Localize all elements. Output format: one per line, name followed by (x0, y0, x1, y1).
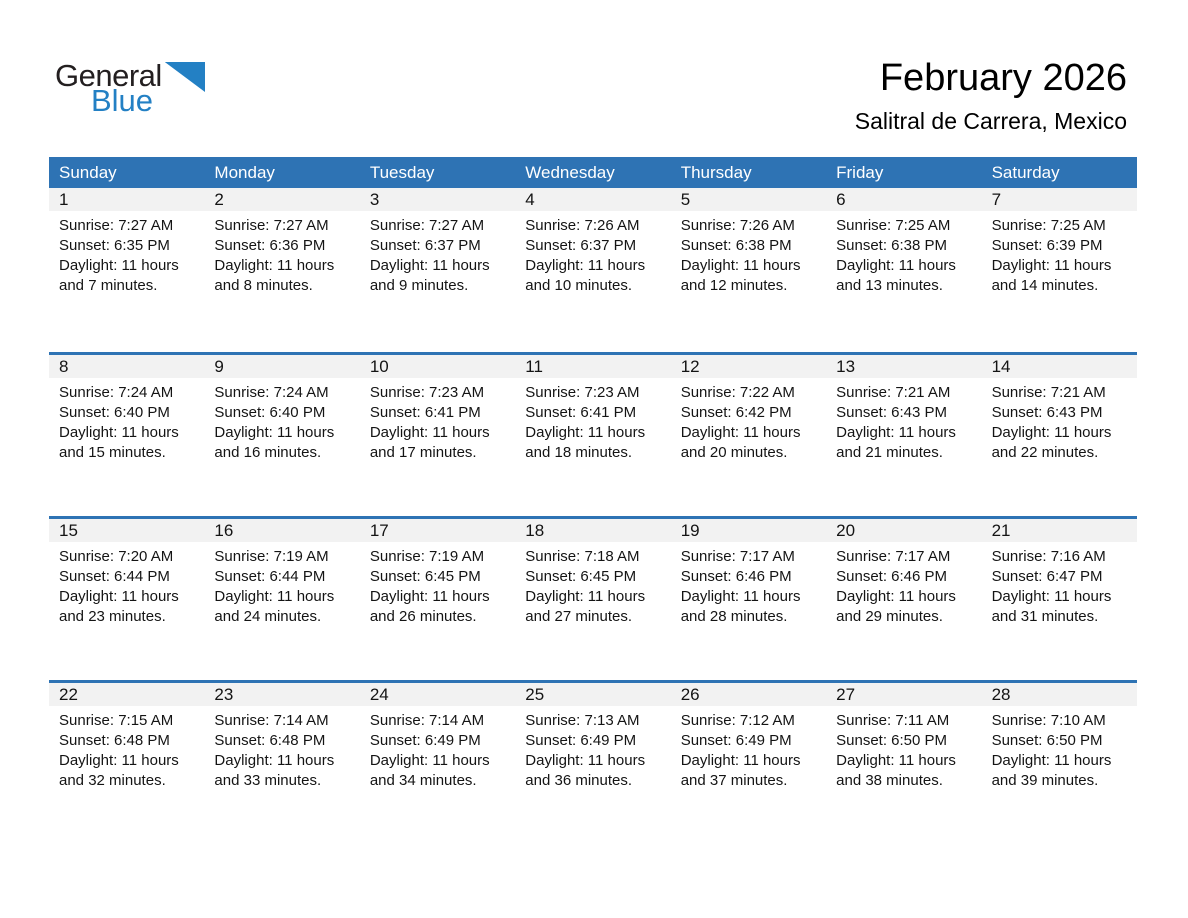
day-daylight: Daylight: 11 hours and 36 minutes. (525, 752, 646, 789)
day-daylight: Daylight: 11 hours and 14 minutes. (991, 257, 1112, 294)
day-cell-2 (204, 188, 359, 352)
day-info (982, 378, 1137, 463)
day-sunset: Sunset: 6:46 PM (836, 568, 948, 585)
weekday-header-row (49, 157, 1137, 188)
day-number: 6 (826, 188, 981, 211)
day-daylight: Daylight: 11 hours and 28 minutes. (680, 588, 801, 625)
day-info (826, 378, 981, 463)
day-sunrise: Sunrise: 7:10 AM (991, 712, 1106, 729)
day-info (204, 706, 359, 791)
day-daylight: Daylight: 11 hours and 31 minutes. (991, 588, 1112, 625)
day-sunset: Sunset: 6:44 PM (59, 568, 170, 585)
day-sunrise: Sunrise: 7:15 AM (59, 712, 174, 729)
day-number: 28 (982, 683, 1137, 706)
week-row-3 (49, 516, 1137, 680)
day-sunset: Sunset: 6:38 PM (680, 237, 792, 254)
day-info (49, 211, 204, 296)
day-number: 18 (515, 519, 670, 542)
day-cell-25 (515, 683, 670, 844)
day-daylight: Daylight: 11 hours and 20 minutes. (680, 424, 801, 461)
day-sunrise: Sunrise: 7:18 AM (525, 548, 640, 565)
day-sunrise: Sunrise: 7:26 AM (680, 217, 795, 234)
day-number: 12 (671, 355, 826, 378)
day-cell-4 (515, 188, 670, 352)
day-number: 11 (515, 355, 670, 378)
day-sunset: Sunset: 6:38 PM (836, 237, 948, 254)
day-sunset: Sunset: 6:36 PM (214, 237, 326, 254)
month-title: February 2026 (879, 57, 1127, 99)
day-cell-9 (204, 355, 359, 516)
day-sunset: Sunset: 6:45 PM (525, 568, 637, 585)
week-row-2 (49, 352, 1137, 516)
day-number: 15 (49, 519, 204, 542)
day-sunrise: Sunrise: 7:16 AM (991, 548, 1106, 565)
day-info (49, 378, 204, 463)
day-sunrise: Sunrise: 7:24 AM (214, 384, 329, 401)
day-sunset: Sunset: 6:42 PM (680, 404, 792, 421)
day-info (515, 211, 670, 296)
day-number: 23 (204, 683, 359, 706)
day-sunrise: Sunrise: 7:27 AM (369, 217, 485, 234)
day-sunset: Sunset: 6:35 PM (59, 237, 170, 254)
day-sunset: Sunset: 6:44 PM (214, 568, 326, 585)
day-info (671, 706, 826, 791)
day-sunrise: Sunrise: 7:22 AM (680, 384, 795, 401)
day-info (671, 378, 826, 463)
day-sunset: Sunset: 6:40 PM (59, 404, 170, 421)
day-sunset: Sunset: 6:37 PM (369, 237, 481, 254)
day-daylight: Daylight: 11 hours and 22 minutes. (991, 424, 1112, 461)
day-daylight: Daylight: 11 hours and 21 minutes. (836, 424, 956, 461)
day-info (49, 542, 204, 627)
day-cell-11 (515, 355, 670, 516)
day-cell-26 (671, 683, 826, 844)
day-sunset: Sunset: 6:50 PM (991, 732, 1103, 749)
day-info (671, 542, 826, 627)
day-daylight: Daylight: 11 hours and 17 minutes. (369, 424, 490, 461)
day-number: 5 (671, 188, 826, 211)
day-daylight: Daylight: 11 hours and 9 minutes. (369, 257, 490, 294)
day-sunrise: Sunrise: 7:21 AM (991, 384, 1106, 401)
day-daylight: Daylight: 11 hours and 23 minutes. (59, 588, 179, 625)
day-sunset: Sunset: 6:45 PM (369, 568, 481, 585)
day-number: 27 (826, 683, 981, 706)
day-number: 14 (982, 355, 1137, 378)
weekday-header-monday: Monday (214, 162, 275, 182)
day-sunset: Sunset: 6:41 PM (369, 404, 481, 421)
location-subtitle: Salitral de Carrera, Mexico (854, 108, 1127, 134)
day-info (360, 542, 515, 627)
day-sunset: Sunset: 6:37 PM (525, 237, 637, 254)
day-sunset: Sunset: 6:43 PM (991, 404, 1103, 421)
day-daylight: Daylight: 11 hours and 34 minutes. (369, 752, 490, 789)
day-sunrise: Sunrise: 7:24 AM (59, 384, 174, 401)
day-daylight: Daylight: 11 hours and 13 minutes. (836, 257, 956, 294)
day-sunset: Sunset: 6:48 PM (214, 732, 326, 749)
day-sunrise: Sunrise: 7:21 AM (836, 384, 951, 401)
day-cell-23 (204, 683, 359, 844)
day-info (671, 211, 826, 296)
day-daylight: Daylight: 11 hours and 33 minutes. (214, 752, 335, 789)
day-cell-14 (982, 355, 1137, 516)
day-number: 13 (826, 355, 981, 378)
day-cell-1 (49, 188, 204, 352)
day-number: 20 (826, 519, 981, 542)
day-info (826, 211, 981, 296)
day-sunrise: Sunrise: 7:23 AM (369, 384, 485, 401)
day-info (204, 542, 359, 627)
day-cell-19 (671, 519, 826, 680)
day-daylight: Daylight: 11 hours and 29 minutes. (836, 588, 956, 625)
day-number: 22 (49, 683, 204, 706)
weekday-header-tuesday: Tuesday (369, 162, 435, 182)
day-sunrise: Sunrise: 7:11 AM (836, 712, 950, 729)
day-sunset: Sunset: 6:43 PM (836, 404, 948, 421)
day-sunrise: Sunrise: 7:25 AM (836, 217, 951, 234)
day-cell-27 (826, 683, 981, 844)
day-daylight: Daylight: 11 hours and 32 minutes. (59, 752, 179, 789)
day-cell-16 (204, 519, 359, 680)
day-info (515, 542, 670, 627)
weekday-header-friday: Friday (836, 162, 884, 182)
day-number: 16 (204, 519, 359, 542)
day-number: 1 (49, 188, 204, 211)
week-row-1 (49, 188, 1137, 352)
day-daylight: Daylight: 11 hours and 8 minutes. (214, 257, 335, 294)
day-cell-15 (49, 519, 204, 680)
day-daylight: Daylight: 11 hours and 27 minutes. (525, 588, 646, 625)
day-info (204, 378, 359, 463)
day-sunrise: Sunrise: 7:17 AM (836, 548, 951, 565)
day-sunset: Sunset: 6:46 PM (680, 568, 792, 585)
day-sunset: Sunset: 6:47 PM (991, 568, 1103, 585)
day-cell-21 (982, 519, 1137, 680)
day-cell-8 (49, 355, 204, 516)
day-sunset: Sunset: 6:40 PM (214, 404, 326, 421)
day-number: 19 (671, 519, 826, 542)
day-cell-22 (49, 683, 204, 844)
day-cell-6 (826, 188, 981, 352)
day-sunrise: Sunrise: 7:19 AM (214, 548, 329, 565)
day-info (982, 706, 1137, 791)
weekday-header-wednesday: Wednesday (525, 162, 615, 182)
day-cell-20 (826, 519, 981, 680)
day-info (982, 542, 1137, 627)
day-info (360, 211, 515, 296)
day-cell-7 (982, 188, 1137, 352)
weekday-header-sunday: Sunday (59, 162, 117, 182)
title-block (855, 57, 1127, 134)
day-cell-13 (826, 355, 981, 516)
day-daylight: Daylight: 11 hours and 16 minutes. (214, 424, 335, 461)
day-info (360, 378, 515, 463)
day-daylight: Daylight: 11 hours and 7 minutes. (59, 257, 179, 294)
day-daylight: Daylight: 11 hours and 12 minutes. (680, 257, 801, 294)
day-number: 25 (515, 683, 670, 706)
day-cell-17 (360, 519, 515, 680)
day-number: 2 (204, 188, 359, 211)
day-daylight: Daylight: 11 hours and 39 minutes. (991, 752, 1112, 789)
day-sunset: Sunset: 6:49 PM (525, 732, 637, 749)
calendar-table (49, 157, 1137, 844)
day-number: 10 (360, 355, 515, 378)
day-sunrise: Sunrise: 7:23 AM (525, 384, 640, 401)
day-sunrise: Sunrise: 7:19 AM (369, 548, 485, 565)
day-cell-10 (360, 355, 515, 516)
day-info (826, 542, 981, 627)
day-number: 17 (360, 519, 515, 542)
logo-text-blue: Blue (90, 83, 153, 118)
day-sunrise: Sunrise: 7:26 AM (525, 217, 640, 234)
day-number: 8 (49, 355, 204, 378)
day-sunrise: Sunrise: 7:25 AM (991, 217, 1106, 234)
day-number: 4 (515, 188, 670, 211)
day-sunset: Sunset: 6:49 PM (680, 732, 792, 749)
day-cell-28 (982, 683, 1137, 844)
day-daylight: Daylight: 11 hours and 15 minutes. (59, 424, 179, 461)
day-cell-3 (360, 188, 515, 352)
week-row-4 (49, 680, 1137, 844)
day-sunset: Sunset: 6:39 PM (991, 237, 1103, 254)
day-sunrise: Sunrise: 7:14 AM (369, 712, 485, 729)
day-number: 7 (982, 188, 1137, 211)
day-number: 9 (204, 355, 359, 378)
day-info (826, 706, 981, 791)
day-daylight: Daylight: 11 hours and 37 minutes. (680, 752, 801, 789)
day-daylight: Daylight: 11 hours and 38 minutes. (836, 752, 956, 789)
day-cell-18 (515, 519, 670, 680)
day-daylight: Daylight: 11 hours and 24 minutes. (214, 588, 335, 625)
day-info (982, 211, 1137, 296)
day-sunset: Sunset: 6:48 PM (59, 732, 170, 749)
day-sunrise: Sunrise: 7:13 AM (525, 712, 640, 729)
day-daylight: Daylight: 11 hours and 26 minutes. (369, 588, 490, 625)
day-sunrise: Sunrise: 7:20 AM (59, 548, 174, 565)
day-number: 21 (982, 519, 1137, 542)
logo-text-general: General (55, 58, 162, 93)
day-number: 3 (360, 188, 515, 211)
day-info (515, 378, 670, 463)
day-daylight: Daylight: 11 hours and 18 minutes. (525, 424, 646, 461)
day-daylight: Daylight: 11 hours and 10 minutes. (525, 257, 646, 294)
day-sunrise: Sunrise: 7:17 AM (680, 548, 795, 565)
day-cell-5 (671, 188, 826, 352)
day-sunset: Sunset: 6:49 PM (369, 732, 481, 749)
day-sunrise: Sunrise: 7:14 AM (214, 712, 329, 729)
day-info (49, 706, 204, 791)
day-cell-12 (671, 355, 826, 516)
general-blue-logo (55, 60, 205, 116)
calendar-body (49, 188, 1137, 844)
day-sunrise: Sunrise: 7:27 AM (59, 217, 174, 234)
weekday-header-thursday: Thursday (680, 162, 752, 182)
day-info (515, 706, 670, 791)
day-sunset: Sunset: 6:41 PM (525, 404, 637, 421)
day-sunrise: Sunrise: 7:12 AM (680, 712, 795, 729)
day-number: 24 (360, 683, 515, 706)
day-number: 26 (671, 683, 826, 706)
day-info (204, 211, 359, 296)
day-cell-24 (360, 683, 515, 844)
day-sunset: Sunset: 6:50 PM (836, 732, 948, 749)
weekday-header-saturday: Saturday (991, 162, 1060, 182)
day-sunrise: Sunrise: 7:27 AM (214, 217, 329, 234)
day-info (360, 706, 515, 791)
